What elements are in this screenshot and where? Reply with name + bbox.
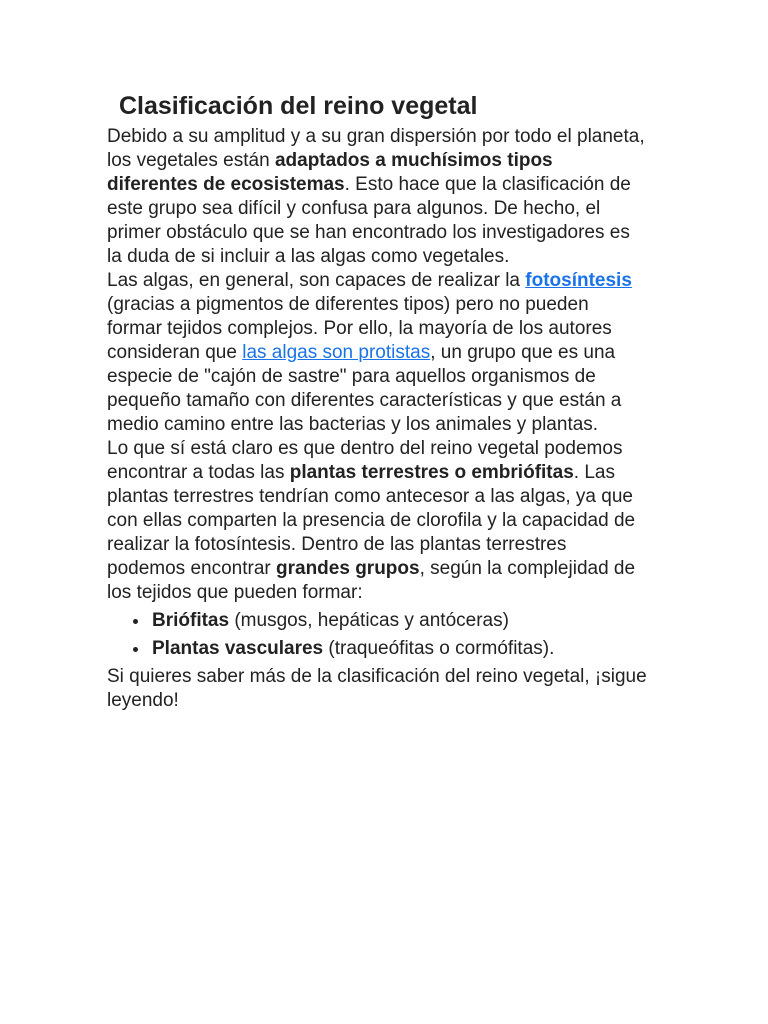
text: , según la complejidad de los tejidos que pueden formar: bbox=[107, 558, 636, 603]
text: Lo que sí está claro es que dentro del reino vegetal podemos encontrar a todas las bbox=[107, 438, 623, 483]
bold-text: adaptados a muchísimos tipos diferentes de ecosistemas bbox=[107, 150, 553, 195]
paragraph-intro bbox=[107, 125, 647, 269]
bold-text: plantas terrestres o embriófitas bbox=[289, 462, 574, 483]
text: Las algas, en general, son capaces de realizar la bbox=[107, 270, 526, 291]
text: . Esto hace que la clasificación de este grupo sea difícil y confusa para algunos. De hecho, el primer obstáculo que se han encontrado los investigadores es la duda de si incluir a las algas como vegetales. bbox=[107, 174, 631, 267]
bullet-icon bbox=[133, 647, 138, 652]
list-item-bold: Briófitas bbox=[152, 610, 230, 631]
text: , un grupo que es una especie de "cajón de sastre" para aquellos organismos de pequeño tamaño con diferentes características y que están a medio camino entre las bacterias y los animales y plantas. bbox=[107, 342, 622, 435]
text: . Las plantas terrestres tendrían como antecesor a las algas, ya que con ellas comparten la presencia de clorofila y la capacidad de realizar la fotosíntesis. Dentro de las plantas terrestres podemos encontrar bbox=[107, 462, 636, 579]
bold-text: grandes grupos bbox=[276, 558, 420, 579]
text: (gracias a pigmentos de diferentes tipos) pero no pueden formar tejidos complejos. Por ello, la mayoría de los autores consideran que bbox=[107, 294, 612, 363]
list-item-text: (traqueófitas o cormófitas). bbox=[323, 638, 555, 659]
bullet-icon bbox=[133, 619, 138, 624]
list-item bbox=[152, 609, 647, 633]
list-item-bold: Plantas vasculares bbox=[152, 638, 324, 659]
paragraph-outro: Si quieres saber más de la clasificación del reino vegetal, ¡sigue leyendo! bbox=[107, 666, 647, 711]
paragraph-algas bbox=[107, 269, 647, 437]
link-fotosintesis[interactable]: fotosíntesis bbox=[525, 270, 632, 291]
list-item bbox=[152, 637, 647, 661]
paragraph-plantas bbox=[107, 437, 647, 605]
link-algas-protistas[interactable]: las algas son protistas bbox=[242, 342, 431, 363]
list-item-text: (musgos, hepáticas y antóceras) bbox=[229, 610, 509, 631]
text: Debido a su amplitud y a su gran dispersión por todo el planeta, los vegetales están bbox=[107, 126, 645, 171]
plant-groups-list bbox=[107, 609, 647, 661]
page-title: Clasificación del reino vegetal bbox=[119, 92, 478, 120]
article-body bbox=[107, 125, 647, 713]
